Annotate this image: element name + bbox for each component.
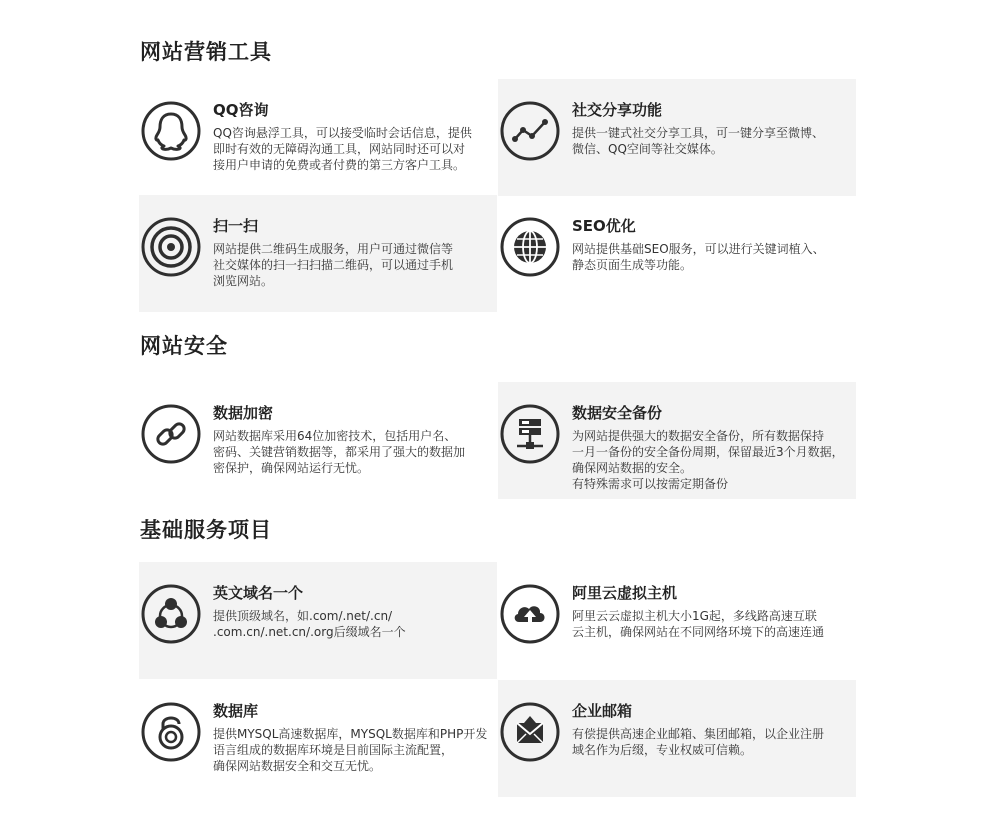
card-desc: 网站提供二维码生成服务，用户可通过微信等 社交媒体的扫一扫扫描二维码，可以通过手机 浏览网站。: [213, 242, 454, 288]
card-database[interactable]: [139, 680, 497, 797]
card-domain[interactable]: [139, 562, 497, 679]
chain-link-icon: [141, 404, 201, 464]
card-title: 社交分享功能: [572, 101, 663, 119]
card-title: 数据安全备份: [572, 404, 663, 422]
globe-icon: [500, 217, 560, 277]
envelope-icon: [500, 702, 560, 762]
scan-target-icon: [141, 217, 201, 277]
share-trend-icon: [500, 101, 560, 161]
card-desc: QQ咨询悬浮工具，可以接受临时会话信息，提供 即时有效的无障碍沟通工具，网站同时还可以对 接用户申请的免费或者付费的第三方客户工具。: [213, 126, 472, 172]
card-desc: 网站数据库采用64位加密技术，包括用户名、 密码、关键营销数据等，都采用了强大的数据加 密保护，确保网站运行无忧。: [213, 429, 466, 475]
network-nodes-icon: [141, 584, 201, 644]
server-backup-icon: [500, 404, 560, 464]
qq-penguin-icon: [141, 101, 201, 161]
card-title: 企业邮箱: [572, 702, 633, 720]
card-desc: 为网站提供强大的数据安全备份，所有数据保持 一月一备份的安全备份周期，保留最近3个月数据， 确保网站数据的安全。 有特殊需求可以按需定期备份: [572, 429, 844, 491]
card-desc: 有偿提供高速企业邮箱、集团邮箱，以企业注册 域名作为后缀，专业权威可信赖。: [572, 727, 825, 757]
card-desc: 阿里云云虚拟主机大小1G起，多线路高速互联 云主机，确保网站在不同网络环境下的高速连通: [572, 609, 825, 639]
section-title-basic: 基础服务项目: [140, 518, 272, 542]
card-share[interactable]: [498, 79, 856, 196]
card-desc: 网站提供基础SEO服务，可以进行关键词植入、 静态页面生成等功能。: [572, 242, 825, 272]
card-title: QQ咨询: [213, 101, 269, 119]
card-title: 阿里云虚拟主机: [572, 584, 678, 602]
section-title-marketing: 网站营销工具: [140, 40, 272, 64]
card-qq[interactable]: [139, 79, 497, 196]
card-backup[interactable]: [498, 382, 856, 499]
card-title: 数据加密: [213, 404, 274, 422]
cloud-upload-icon: [500, 584, 560, 644]
card-desc: 提供MYSQL高速数据库，MYSQL数据库和PHP开发 语言组成的数据库环境是目前国际主流配置， 确保网站数据安全和交互无忧。: [213, 727, 488, 773]
card-mail[interactable]: [498, 680, 856, 797]
card-scan[interactable]: [139, 195, 497, 312]
card-host[interactable]: [498, 562, 856, 679]
section-title-security: 网站安全: [140, 334, 228, 358]
card-title: 扫一扫: [213, 217, 259, 235]
padlock-icon: [141, 702, 201, 762]
card-title: 英文域名一个: [213, 584, 304, 602]
card-desc: 提供一键式社交分享工具，可一键分享至微博、 微信、QQ空间等社交媒体。: [572, 126, 825, 156]
card-title: 数据库: [213, 702, 259, 720]
card-seo[interactable]: [498, 195, 856, 312]
card-title: SEO优化: [572, 217, 636, 235]
card-desc: 提供顶级域名，如.com/.net/.cn/ .com.cn/.net.cn/.org后缀域名一个: [213, 609, 406, 639]
card-encrypt[interactable]: [139, 382, 497, 499]
